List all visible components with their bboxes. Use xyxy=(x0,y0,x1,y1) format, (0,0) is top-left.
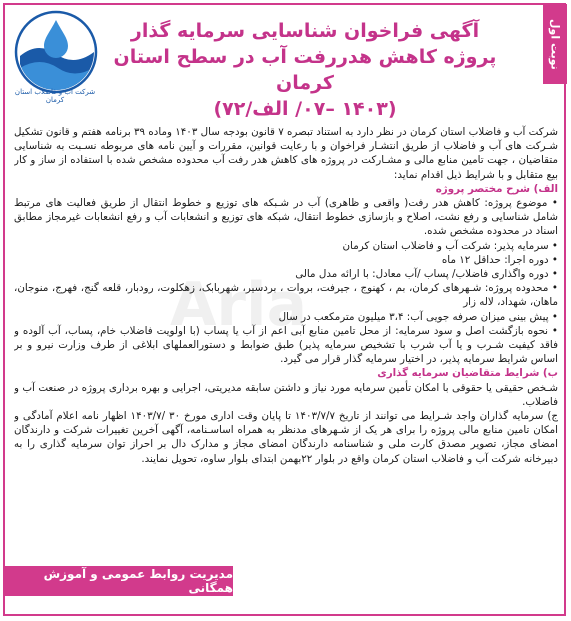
logo-caption: شرکت آب و فاضلاب استان کرمان xyxy=(14,88,96,104)
list-item: • دوره اجرا: حداقل ۱۲ ماه xyxy=(14,253,558,267)
section-a-heading: الف) شرح مختصر پروژه xyxy=(435,182,558,195)
footer-signature: مدیریت روابط عمومی و آموزش همگانی xyxy=(3,566,233,596)
section-c-text: ج) سرمایه گذاران واجد شـرایط می توانند از تاریخ ۱۴۰۳/۷/۷ تا پایان وقت اداری مورخ ۳۰ /۱۴۰۳/۷ اظهار نامه اعلام آمادگی و امکان تامین منابع مالی پروژه را برای هر یک از شـهرهای مدنظر به همراه اساسـنامه، آگهی آخرین تغییرات شرکت و دارندگان امضای مجاز، تصویر مصدق کارت ملی و شناسنامه دارندگان امضای مجاز و مدارک دال بر احراز توان سرمایه گذاری را به دبیرخانه شرکت آب و فاضلاب استان کرمان واقع در بلوار ۲۲بهمن ابتدای بلوار ساوه، تحویل نمایند. xyxy=(14,410,558,465)
water-drop-logo-icon xyxy=(10,6,102,96)
title-line-2: پروژه کاهش هدررفت آب در سطح استان کرمان xyxy=(113,46,497,94)
watermark: Aria xyxy=(170,270,308,340)
section-b-heading: ب) شرایط متقاضیان سرمایه گذاری xyxy=(377,367,558,380)
notice-badge: نوبت اول xyxy=(543,4,567,84)
notice-title xyxy=(95,18,515,122)
list-item: • دوره واگذاری فاضلاب/ پساب /آب معادل: با ارائه مدل مالی xyxy=(14,267,558,281)
notice-body xyxy=(14,125,558,561)
list-item: • پیش بینی میزان صرفه جویی آب: ۳،۴ میلیون مترمکعب در سال xyxy=(14,310,558,324)
title-line-3: (۱۴۰۳ –۰۷/ الف/۷۲) xyxy=(213,98,397,120)
list-item: • سرمایه پذیر: شرکت آب و فاضلاب استان کرمان xyxy=(14,239,558,253)
intro-paragraph: شرکت آب و فاضلاب استان کرمان در نظر دارد به استناد تبصره ۷ قانون بودجه سال ۱۴۰۳ وماده ۳۹ برنامه هفتم و قانون تشکیل شـرکت های آب و فاضلاب از طریق انتشـار فراخوان و با رعایت قوانین، مقررات و آیین نامه های مربوطه نسـبت به شناسایی متقاضیان ، جهت تامین منابع مالی و مشـارکت در پروژه های کاهش هدر رفت آب محدوده مشخص شده با استفاده از ساز و کار بیع متقابل و با شرایط ذیل اقدام نماید: xyxy=(14,126,558,181)
section-b-text: شـخص حقیقی یا حقوقی با امکان تأمین سرمایه مورد نیاز و داشتن سابقه مدیریتی، اجرایی و بهره برداری پروژه در صنعت آب و فاضلاب. xyxy=(14,381,558,408)
title-line-1: آگهی فراخوان شناسایی سرمایه گذار xyxy=(130,20,480,42)
list-item: • نحوه بازگشت اصل و سود سرمایه: از محل تامین منابع آبی اعم از آب یا پساب (با اولویت فاضلاب خام، پساب، آب آلوده و فاقد کیفیت شـرب و یا آب شرب با تشخیص سرمایه پذیر) طبق ضوابط و دستورالعملهای ابلاغی از طرف وزارت نیرو و بر اساس شرایط سرمایه پذیر، در اختیار سرمایه گذار قرار می گیرد. xyxy=(14,324,558,367)
list-item: • موضوع پروژه: کاهش هدر رفت( واقعی و ظاهری) آب در شـبکه های توزیع و خطوط انتقال از طریق فعالیت های مرتبط شامل شناسایی و رفع نشت، اصلاح و بازسازی خطوط انتقال، شبکه های توزیع و انشعابات آب و رفع انشعابات غیرمجاز مطابق اسناد در محدوده مشخص شده. xyxy=(14,196,558,239)
list-item: • محدوده پروژه: شـهرهای کرمان، بم ، کهنوج ، جیرفت، بروات ، بردسیر، شهربابک، زهکلوت، رودبار، قلعه گنج، فهرج، منوجان، ماهان، شهداد، لاله زار xyxy=(14,281,558,309)
